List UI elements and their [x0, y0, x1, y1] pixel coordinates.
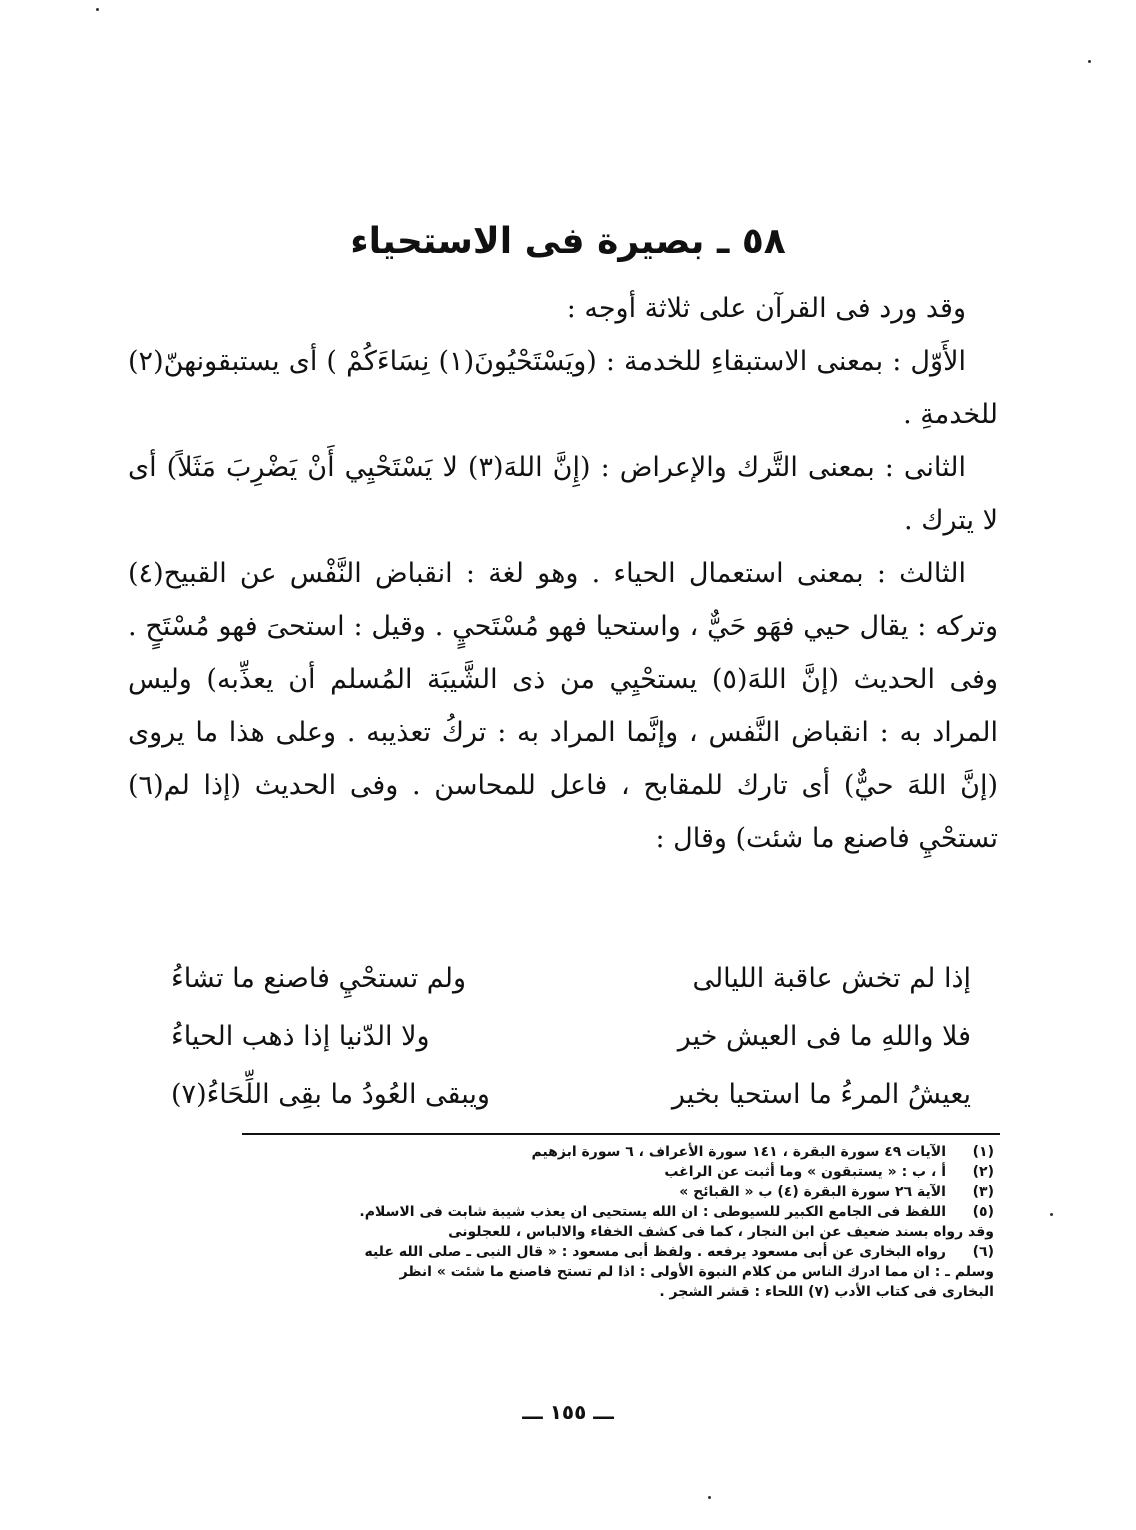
scan-speck	[1050, 1213, 1053, 1216]
verse-first-hemistich: إذا لم تخش عاقبة الليالى	[692, 963, 971, 994]
poem-verse	[171, 950, 971, 1008]
footnote-number: (٣)	[972, 1184, 994, 1200]
scan-speck	[1088, 60, 1091, 63]
footnote	[134, 1182, 994, 1202]
poem-verse	[171, 1008, 971, 1066]
footnote-text: اللفظ فى الجامع الكبير للسيوطى : ان الله يستحيى ان يعذب شيبة شابت فى الاسلام.	[359, 1204, 946, 1220]
footnote	[134, 1162, 994, 1182]
footnote-text: وسلم ـ : ان مما ادرك الناس من كلام النبوة الأولى : اذا لم تستح فاصنع ما شئت » انظر	[399, 1264, 994, 1280]
footnote-number: (١)	[972, 1144, 994, 1160]
footnote	[134, 1202, 994, 1222]
footnote-text: وقد رواه بسند ضعيف عن ابن النجار ، كما فى كشف الخفاء والالباس ، للعجلونى	[448, 1224, 994, 1240]
footnote-continuation	[134, 1282, 994, 1302]
scan-speck	[96, 8, 99, 11]
paragraph-first-meaning: الأَوّل : بمعنى الاستبقاءِ للخدمة : (ويَسْتَحْيُونَ(١) نِسَاءَكُمْ ) أى يستبقونهنّ(٢) للخدمةِ .	[128, 346, 998, 430]
paragraph-intro: وقد ورد فى القرآن على ثلاثة أوجه :	[566, 293, 966, 324]
footnote-text: رواه البخارى عن أبى مسعود يرفعه . ولفظ أبى مسعود : « قال النبى ـ صلى الله عليه	[364, 1244, 946, 1260]
footnote-divider	[242, 1133, 1000, 1135]
verse-first-hemistich: يعيشُ المرءُ ما استحيا بخير	[671, 1079, 971, 1110]
footnote-text: الآيات ٤٩ سورة البقرة ، ١٤١ سورة الأعراف ، ٦ سورة ابزهيم	[531, 1144, 946, 1160]
footnote-number: (٦)	[972, 1244, 994, 1260]
footnote-continuation	[134, 1222, 994, 1242]
footnote-continuation	[134, 1262, 994, 1282]
verse-second-hemistich: ولم تستحْيِ فاصنع ما تشاءُ	[171, 963, 467, 994]
page-number: ـــ ١٥٥ ـــ	[522, 1400, 614, 1424]
verse-second-hemistich: ولا الدّنيا إذا ذهب الحياءُ	[171, 1021, 430, 1052]
footnote-text: أ ، ب : « يستبقون » وما أثبت عن الراغب	[664, 1164, 946, 1180]
poem	[171, 950, 971, 1124]
poem-verse	[171, 1066, 971, 1124]
footnote	[134, 1142, 994, 1162]
footnote-number: (٥)	[972, 1204, 994, 1220]
footnote-text: البخارى فى كتاب الأدب (٧) اللحاء : قشر الشجر .	[659, 1284, 994, 1300]
verse-first-hemistich: فلا واللهِ ما فى العيش خير	[677, 1021, 971, 1052]
paragraph-second-meaning: الثانى : بمعنى التَّرك والإعراض : (إِنَّ اللهَ(٣) لا يَسْتَحْيِي أَنْ يَضْرِبَ مَثَلاً) أى لا يترك .	[128, 452, 998, 536]
main-text	[128, 282, 998, 865]
footnote	[134, 1242, 994, 1262]
footnote-number: (٢)	[972, 1164, 994, 1180]
footnote-text: الآية ٢٦ سورة البقرة (٤) ب « القبائح »	[679, 1184, 946, 1200]
section-title: ٥٨ ـ بصيرة فى الاستحياء	[350, 221, 786, 262]
scan-speck	[708, 1496, 711, 1499]
paragraph-third-meaning: الثالث : بمعنى استعمال الحياء . وهو لغة : انقباض النَّفْس عن القبيح(٤) وتركه : يقال حيي فهَو حَيٌّ ، واستحيا فهو مُسْتَحيٍ . وقيل : استحىَ فهو مُسْتَحٍ . وفى الحديث (إنَّ اللهَ(٥) يستحْيِي من ذى الشَّيبَة المُسلم أن يعذِّبه) وليس المراد به : انقباض النَّفس ، وإنَّما المراد به : تركُ تعذيبه . وعلى هذا ما يروى (إنَّ اللهَ حيٌّ) أى تارك للمقابح ، فاعل للمحاسن . وفى الحديث (إذا لم(٦) تستحْيِ فاصنع ما شئت) وقال :	[128, 558, 998, 854]
footnotes	[134, 1142, 994, 1302]
verse-second-hemistich: ويبقى العُودُ ما بقِى اللِّحَاءُ(٧)	[171, 1079, 490, 1110]
